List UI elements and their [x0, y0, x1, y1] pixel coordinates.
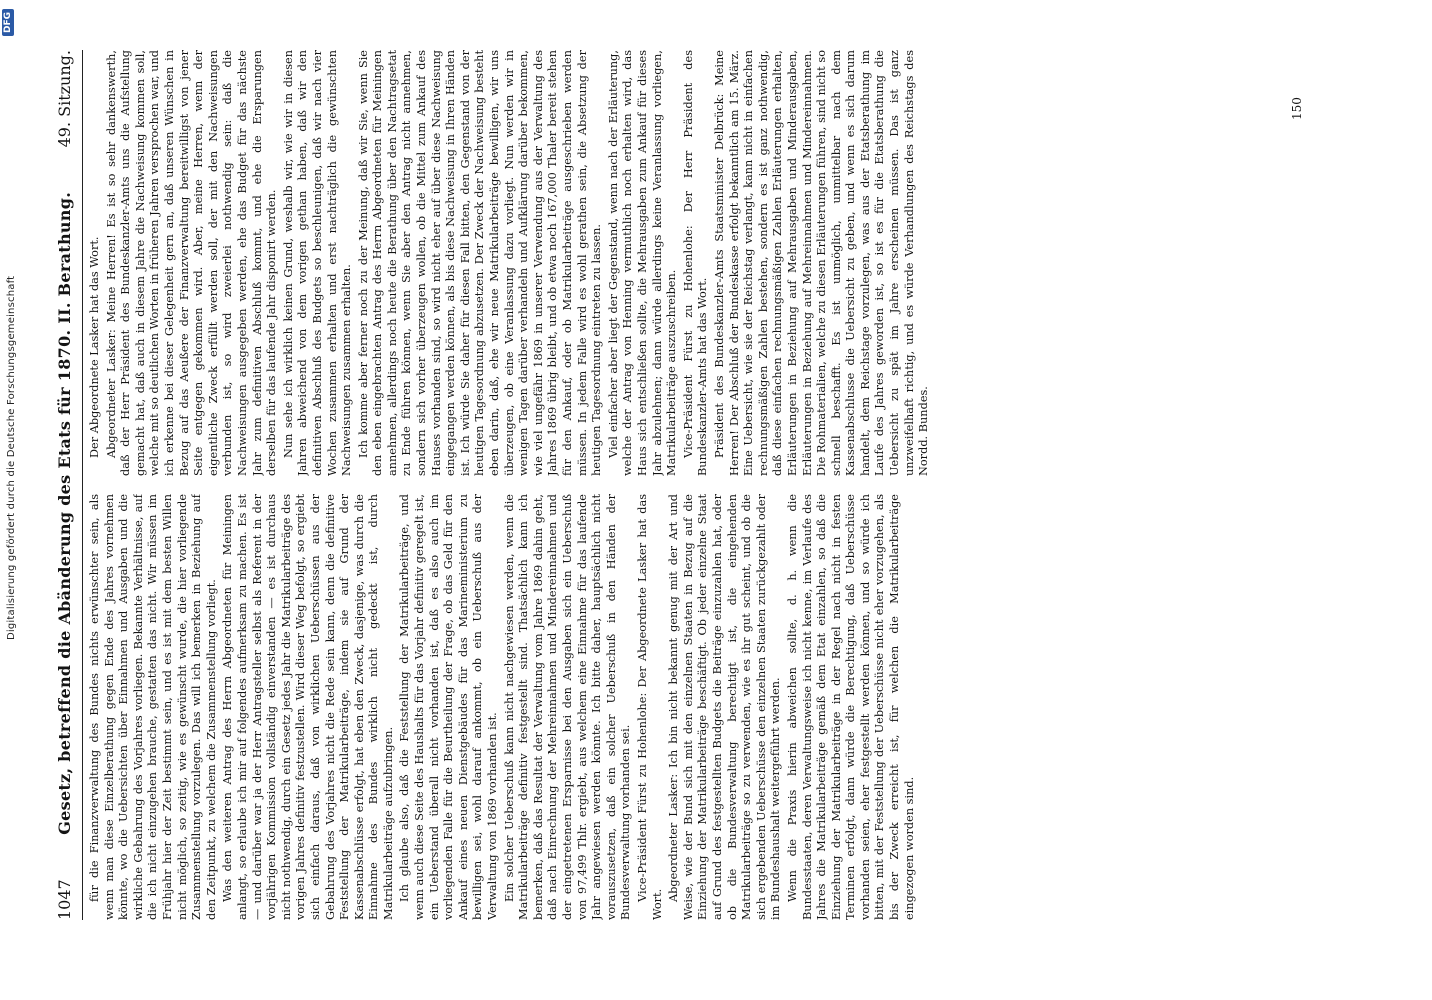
watermark-text: Digitalisierung gefördert durch die Deutsche Forschungsgemeinschaft: [6, 275, 17, 640]
paragraph: Ich komme aber ferner noch zu der Meinung, daß wir Sie, wenn Sie den eben eingebrachten Antrag des Herrn Abgeordneten für Meiningen annehmen, allerdings noch heute die Berathung über den Nachtragsetat zu Ende führen können, wenn Sie aber den Antrag nicht annehmen, sondern sich vorher überzeugen wollen, ob die Mittel zum Ankauf des Hauses vorhanden sind, so wird nicht eher auf über diese Nachweisung eingegangen werden können, als bis diese Nachweisung in Ihren Händen ist. Ich würde Sie daher für diesen Fall bitten, den Gegenstand von der heutigen Tagesordnung abzusetzen. Der Zweck der Nachweisung besteht eben darin, daß, ehe wir neue Matrikularbeiträge bewilligen, wir uns überzeugen, ob eine Veranlassung dazu vorliegt. Nun werden wir in wenigen Tagen darüber verhandeln und Aufklärung darüber bekommen, wie viel ungefähr 1869 in unserer Verwendung aus der Verwaltung des Jahres 1869 übrig bleibt, und ob etwa noch 167,000 Thaler bereit stehen für den Ankauf, oder ob Matrikularbeiträge ausgeschrieben werden müssen. In jedem Falle wird es wohl gerathen sein, die Absetzung der heutigen Tagesordnung eintreten zu lassen.: [356, 50, 604, 476]
page-number: 1047: [55, 879, 74, 920]
paragraph: Was den weiteren Antrag des Herrn Abgeordneten für Meiningen anlangt, so erlaube ich mir auf folgendes aufmerksam zu machen. Es ist — und darüber war ja der Herr Antragsteller selbst als Referent in der vorjährigen Kommission vollständig einverstanden — es ist durchaus nicht nothwendig, durch ein Gesetz jedes Jahr die Matrikularbeiträge des vorigen Jahres definitiv festzustellen. Wird dieser Weg befolgt, so ergiebt sich einfach daraus, daß von wirklichen Ueberschüssen aus der Gebahrung des Vorjahres nicht die Rede sein kann, denn die definitive Feststellung der Matrikularbeiträge, indem sie auf Grund der Kassenabschlüsse erfolgt, hat eben den Zweck, dasjenige, was durch die Einnahme des Bundes wirklich nicht gedeckt ist, durch Matrikularbeiträge aufzubringen.: [221, 494, 395, 920]
paragraph: Wenn die Praxis hierin abweichen sollte, d. h. wenn die Bundesstaaten, deren Verwaltungsweise ich nicht kenne, im Verlaufe des Jahres die Matrikularbeiträge gemäß dem Etat einzahlen, so daß die Einziehung der Matrikularbeiträge in der Regel nach nicht in festen Terminen erfolgt, dann würde die Berechtigung, daß Ueberschüsse vorhanden seien, eher festgestellt werden können, und so würde ich bitten, mit der Feststellung der Ueberschüsse nicht eher vorzugehen, als bis der Zweck erreicht ist, für welchen die Matrikularbeiträge eingezogen worden sind.: [785, 494, 916, 920]
right-column: [88, 50, 1332, 476]
paragraph: Vice-Präsident Fürst zu Hohenlohe: Der Abgeordnete Lasker hat das Wort.: [635, 494, 664, 920]
text-columns: [88, 50, 1332, 920]
running-title: Gesetz, betreffend die Abänderung des Etats für 1870. II. Berathung.: [55, 191, 74, 835]
paragraph: Präsident des Bundeskanzler-Amts Staatsminister Delbrück: Meine Herren! Der Abschluß der Bundeskasse erfolgt bekanntlich am 15. März. Eine Uebersicht, wie sie der Reichstag verlangt, kann nicht in einfachen rechnungsmäßigen Zahlen bestehen, sondern es ist ganz nothwendig, daß diese einfachen rechnungsmäßigen Zahlen Erläuterungen erhalten, Erläuterungen in Beziehung auf Mehrausgaben und Minderausgaben, Erläuterungen in Beziehung auf Mehreinnahmen und Mindereinnahmen. Die Rohmaterialien, welche zu diesen Erläuterungen führen, sind nicht so schnell beschafft. Es ist unmöglich, unmittelbar nach dem Kassenabschlusse die Uebersicht zu geben, und wenn es sich darum handelt, dem Reichstage vorzulegen, was aus der Etatsberathung im Laufe des Jahres geworden ist, so ist es für die Etatsberathung die Uebersicht zu spät im Jahre erscheinen müssen. Das ist ganz unzweifelhaft richtig, und es würde Verhandlungen des Reichstags des Nordd. Bundes.: [712, 50, 931, 476]
paragraph: Viel einfacher aber liegt der Gegenstand, wenn nach der Erläuterung, welche der Antrag von Henning vermuthlich noch erhalten wird, das Haus sich entschließen sollte, die Mehrausgaben zum Ankauf für dieses Jahr abzulehnen; dann würde allerdings keine Veranlassung vorliegen, Matrikularbeiträge auszuschreiben.: [606, 50, 679, 476]
paragraph: Ich glaube also, daß die Feststellung der Matrikularbeiträge, und wenn auch diese Seite des Haushalts für das Vorjahr definitiv geregelt ist, ein Ueberstand überall nicht vorhanden ist, daß es also auch im vorliegenden Falle für die Beurtheilung der Frage, ob das Geld für den Ankauf eines neuen Dienstgebäudes für das Marineministerium zu bewilligen sei, wohl darauf ankommt, ob ein Ueberschuß aus der Verwaltung von 1869 vorhanden ist.: [398, 494, 500, 920]
paragraph: Abgeordneter Lasker: Ich bin nicht bekannt genug mit der Art und Weise, wie der Bund sich mit den einzelnen Staaten in Bezug auf die Einziehung der Matrikularbeiträge beschäftigt. Ob jeder einzelne Staat auf Grund des festgestellten Budgets die Beiträge einzuzahlen hat, oder ob die Bundesverwaltung berechtigt ist, die eingehenden Matrikularbeiträge so zu verwenden, wie es ihr gut scheint, und ob die sich ergebenden Ueberschüsse den einzelnen Staaten zurückgezahlt oder im Bundeshaushalt weitergeführt werden.: [667, 494, 783, 920]
left-column: [88, 494, 1332, 920]
paragraph: Nun sehe ich wirklich keinen Grund, weshalb wir, wie wir in diesen Jahren abweichend von dem vorigen gethan haben, daß wir den definitiven Abschluß des Budgets so beschleunigen, daß wir nach vier Wochen zusammen erhalten und erst nachträglich die gewünschten Nachweisungen zusammen erhalten.: [281, 50, 354, 476]
paragraph: Ein solcher Ueberschuß kann nicht nachgewiesen werden, wenn die Matrikularbeiträge definitiv festgestellt sind. Thatsächlich kann ich bemerken, daß das Resultat der Verwaltung vom Jahre 1869 dahin geht, daß nach Einrechnung der Mehreinnahmen und Mindereinnahmen und der eingetretenen Ersparnisse bei den Ausgaben sich ein Ueberschuß von 97,499 Thlr. ergiebt, aus welchem eine Einnahme für das laufende Jahr angewiesen werden könnte. Ich bitte daher, hauptsächlich nicht vorauszusetzen, daß ein solcher Ueberschuß in den Händen der Bundesverwaltung vorhanden sei.: [502, 494, 633, 920]
dfg-logo: DFG: [2, 9, 14, 36]
paragraph: für die Finanzverwaltung des Bundes nichts erwünschter sein, als wenn man diese Einzelberathung gegen Ende des Jahres vornehmen könnte, wo die Uebersichten über Einnahmen und Ausgaben und die wirkliche Gebahrung des Vorjahres vorliegen. Bekannte Verhältnisse, auf die ich nicht einzugehen brauche, gestatten das nicht. Wir müssen im Frühjahr hier der Zeit bestimmt sein, und es ist mit dem besten Willen nicht möglich, so zeitig, wie es gewünscht wurde, die hier vorliegende Zusammenstellung vorzulegen. Das will ich bemerken in Beziehung auf den Zeitpunkt, zu welchem die Zusammenstellung vorliegt.: [88, 494, 218, 920]
header-rule: [82, 50, 83, 920]
paragraph: Vice-Präsident Fürst zu Hohenlohe: Der Herr Präsident des Bundeskanzler-Amts hat das Wort.: [681, 50, 710, 476]
paragraph: Der Abgeordnete Lasker hat das Wort.: [88, 236, 101, 458]
paragraph: Abgeordneter Lasker: Meine Herren! Es ist so sehr dankenswerth, daß der Herr Präsident des Bundeskanzler-Amts uns die Aufstellung gemacht hat, daß auch in diesem Jahre die Nachweisung kommen soll, welche mit so deutlichen Worten in früheren Jahren versprochen war, und ich erkenne bei dieser Gelegenheit gern an, daß unseren Wünschen in Bezug auf das Aeußere der Finanzverwaltung bereitwilligst von jener Seite entgegen gekommen wird. Aber, meine Herren, wenn der eigentliche Zweck erfüllt werden soll, der mit den Nachweisungen verbunden ist, so wird zweierlei nothwendig sein: daß die Nachweisungen ausgegeben werden, ehe das Budget für das nächste Jahr zum definitiven Abschluß kommt, und ehe die Ersparungen derselben für das laufende Jahr disponirt werden.: [104, 50, 279, 476]
session-label: 49. Sitzung.: [55, 50, 74, 148]
sheet-signature: 150: [1290, 97, 1304, 120]
page-header: [55, 50, 74, 920]
